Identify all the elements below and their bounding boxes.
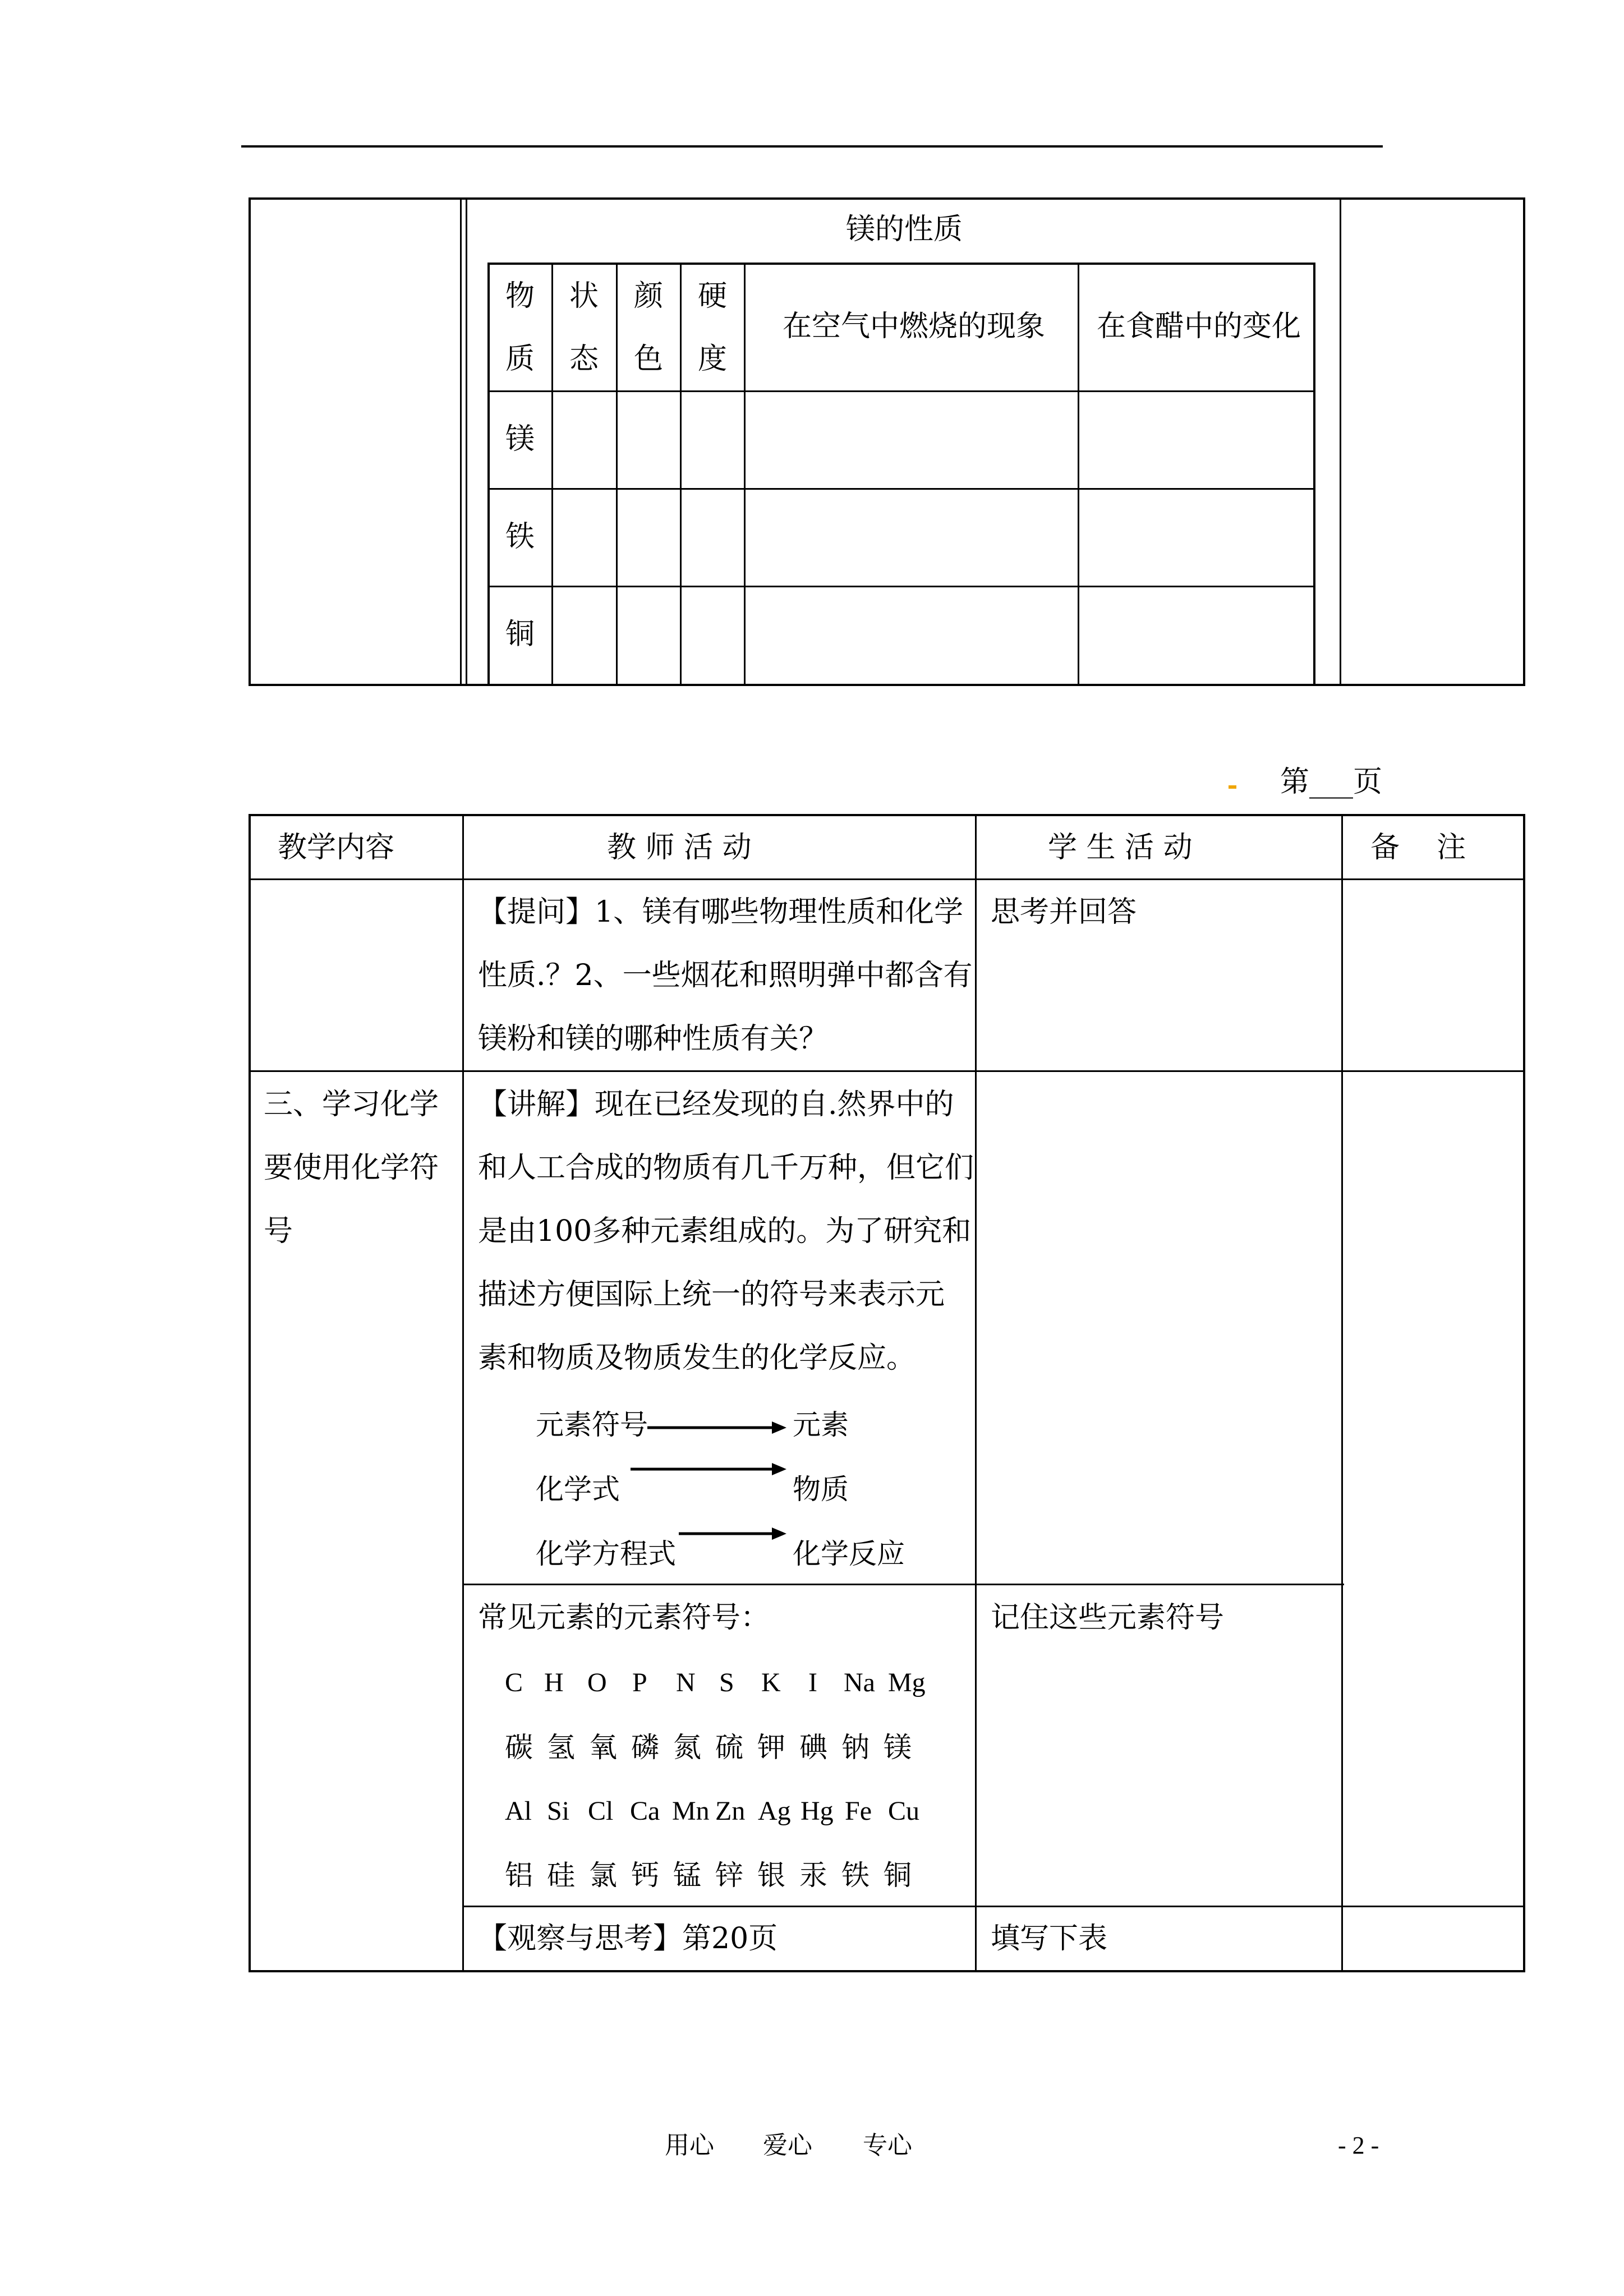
element-name: 铝 — [505, 1859, 533, 1892]
teacher-explain-line-3: 是由100多种元素组成的。为了研究和 — [478, 1214, 972, 1248]
element-symbol: S — [719, 1668, 734, 1697]
main-table-border — [249, 814, 1525, 816]
teacher-explain-line-5: 素和物质及物质发生的化学反应。 — [478, 1341, 916, 1375]
element-name: 磷 — [631, 1731, 659, 1764]
header-substance-2: 质 — [505, 342, 535, 376]
header-hardness-2: 度 — [698, 342, 728, 376]
inner-table-border — [744, 263, 746, 686]
arrow-to-element: 元素 — [793, 1409, 849, 1441]
element-symbol: Hg — [801, 1796, 834, 1826]
main-table-border — [249, 878, 1525, 880]
inner-table-border — [487, 263, 490, 686]
arrow-right-icon — [679, 1525, 788, 1542]
page-marker-dot — [1229, 785, 1236, 789]
header-burning-in-air: 在空气中燃烧的现象 — [783, 310, 1046, 343]
element-name: 碘 — [799, 1731, 827, 1764]
student-remember-symbols: 记住这些元素符号 — [991, 1601, 1225, 1635]
top-table-border — [249, 197, 251, 686]
element-name: 汞 — [799, 1859, 827, 1892]
main-table-border — [249, 814, 251, 1972]
element-symbol: H — [544, 1668, 564, 1697]
element-name: 硅 — [547, 1859, 575, 1892]
content-line-2: 要使用化学符 — [264, 1151, 439, 1185]
header-change-in-vinegar: 在食醋中的变化 — [1097, 310, 1301, 343]
element-name: 钠 — [841, 1731, 869, 1764]
teacher-explain-line-1: 【讲解】现在已经发现的自.然界中的 — [478, 1088, 954, 1121]
student-fill-table: 填写下表 — [991, 1922, 1108, 1955]
header-teacher-activity: 教 师 活 动 — [607, 831, 752, 864]
content-line-1: 三、学习化学 — [264, 1088, 439, 1121]
element-symbol: Cu — [888, 1796, 920, 1826]
element-symbol: Mn — [672, 1796, 710, 1826]
element-name: 氧 — [589, 1731, 617, 1764]
element-symbol: P — [632, 1668, 647, 1697]
inner-table-border — [487, 263, 1315, 265]
element-name: 氮 — [673, 1731, 701, 1764]
element-symbol: Zn — [715, 1796, 746, 1826]
element-name: 锰 — [673, 1859, 701, 1892]
element-symbol: O — [587, 1668, 607, 1697]
inner-table-border — [487, 586, 1315, 587]
arrow-right-icon — [647, 1419, 788, 1436]
top-table-border — [249, 684, 1525, 686]
header-state-2: 态 — [569, 342, 599, 376]
element-symbol: Mg — [888, 1668, 926, 1697]
arrow-to-substance: 物质 — [793, 1473, 849, 1506]
arrow-from-element-symbol: 元素符号 — [536, 1409, 648, 1441]
element-symbol: Cl — [588, 1796, 614, 1826]
inner-table-border — [680, 263, 682, 686]
inner-table-border — [487, 390, 1315, 392]
row-label-magnesium: 镁 — [505, 422, 535, 456]
top-table-border — [1340, 197, 1341, 686]
element-symbol: Ca — [630, 1796, 660, 1826]
teacher-question-line-2: 性质.？2、一些烟花和照明弹中都含有 — [478, 959, 973, 992]
element-symbol: Na — [844, 1668, 875, 1697]
element-symbol: K — [761, 1668, 781, 1697]
element-symbol: N — [676, 1668, 696, 1697]
footer-motto-2: 爱心 — [763, 2131, 812, 2160]
main-table-border — [462, 814, 464, 1972]
arrow-right-icon — [631, 1461, 788, 1478]
element-name: 镁 — [884, 1731, 912, 1764]
header-remarks: 备 注 — [1370, 831, 1466, 864]
top-table-border — [460, 197, 462, 686]
header-rule — [241, 145, 1383, 148]
student-think-answer: 思考并回答 — [991, 895, 1137, 929]
row-label-copper: 铜 — [505, 618, 535, 651]
element-name: 硫 — [715, 1731, 743, 1764]
element-symbol: Ag — [758, 1796, 791, 1826]
element-name: 铁 — [841, 1859, 869, 1892]
element-name: 氯 — [589, 1859, 617, 1892]
row-label-iron: 铁 — [505, 520, 535, 554]
element-name: 碳 — [505, 1731, 533, 1764]
element-symbol: Si — [547, 1796, 570, 1826]
teacher-explain-line-2: 和人工合成的物质有几千万种，但它们 — [478, 1151, 974, 1185]
teacher-explain-line-4: 描述方便国际上统一的符号来表示元 — [478, 1278, 945, 1312]
element-name: 铜 — [884, 1859, 912, 1892]
header-color-1: 颜 — [634, 279, 664, 313]
top-table-border — [249, 197, 1525, 200]
element-symbol: I — [808, 1668, 817, 1697]
element-name: 钙 — [631, 1859, 659, 1892]
inner-table-border — [1078, 263, 1079, 686]
inner-table-border — [616, 263, 618, 686]
main-table-border — [975, 814, 977, 1972]
main-table-border — [462, 1584, 1344, 1585]
magnesium-properties-title: 镁的性质 — [846, 213, 963, 246]
top-table-border — [466, 197, 467, 686]
header-color-2: 色 — [634, 342, 664, 376]
element-symbol: Al — [505, 1796, 532, 1826]
element-name: 氢 — [547, 1731, 575, 1764]
inner-table-border — [1313, 263, 1315, 686]
teacher-observe-think: 【观察与思考】第20页 — [478, 1922, 778, 1955]
header-teaching-content: 教学内容 — [278, 831, 395, 864]
main-table-border — [249, 1970, 1525, 1972]
header-hardness-1: 硬 — [698, 279, 728, 313]
footer-motto-3: 专心 — [863, 2131, 912, 2160]
main-table-border — [1523, 814, 1525, 1972]
main-table-border — [1341, 814, 1343, 1972]
teacher-question-line-3: 镁粉和镁的哪种性质有关？ — [478, 1022, 829, 1056]
arrow-to-chemical-reaction: 化学反应 — [793, 1538, 905, 1570]
main-table-border — [249, 1070, 1525, 1072]
teacher-question-line-1: 【提问】1、镁有哪些物理性质和化学 — [478, 895, 964, 929]
footer-motto-1: 用心 — [665, 2131, 714, 2160]
inner-table-border — [487, 488, 1315, 490]
inner-table-border — [551, 263, 553, 686]
element-name: 银 — [757, 1859, 785, 1892]
element-symbol: Fe — [845, 1796, 872, 1826]
arrow-from-chemical-formula: 化学式 — [536, 1473, 620, 1506]
header-substance-1: 物 — [505, 279, 535, 313]
top-table-border — [1523, 197, 1525, 686]
element-name: 钾 — [757, 1731, 785, 1764]
content-line-3: 号 — [264, 1214, 293, 1248]
page-label: 第___页 — [1280, 765, 1383, 799]
page-number: - 2 - — [1338, 2132, 1379, 2159]
common-element-symbols-title: 常见元素的元素符号： — [478, 1601, 770, 1635]
element-name: 锌 — [715, 1859, 743, 1892]
arrow-from-chemical-equation: 化学方程式 — [536, 1538, 676, 1570]
header-state-1: 状 — [569, 279, 599, 313]
element-symbol: C — [505, 1668, 523, 1697]
header-student-activity: 学 生 活 动 — [1048, 831, 1193, 864]
